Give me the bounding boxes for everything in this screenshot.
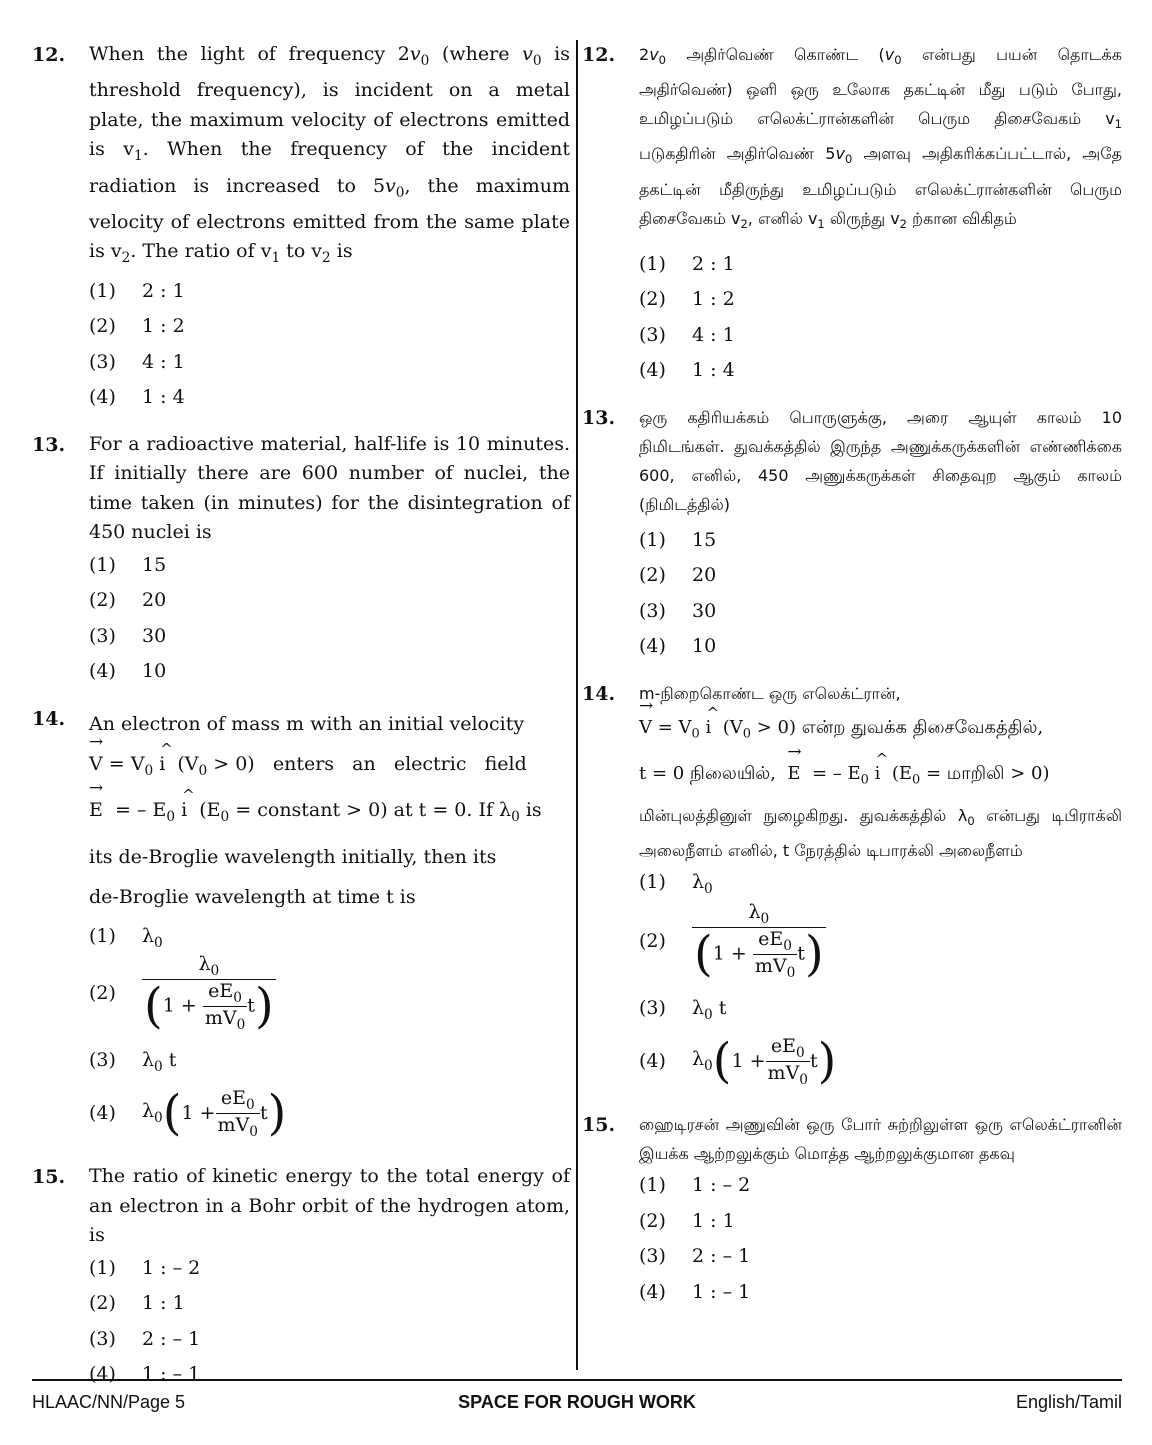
option-value: 15: [142, 553, 167, 576]
option-4: (4) $\lambda_0$ ( 1 + $\frac{eE_0}{mV_0}$ t ): [639, 1033, 837, 1090]
option-label: (3): [639, 323, 666, 346]
stem-line-3: t = 0 நிலையில், → E = – $E_0$ ^ i ($E_0$ = மாறிலி > 0): [639, 754, 1122, 801]
question-12-ta: [582, 40, 1122, 389]
option-label: (2): [89, 981, 116, 1004]
option-label: (2): [639, 564, 666, 587]
option-value: $\lambda_0$ t: [142, 1048, 177, 1075]
option-value: 4 : 1: [142, 350, 185, 373]
option-value: 1 : 2: [692, 288, 735, 311]
question-number: 15.: [582, 1114, 616, 1137]
question-number: 12.: [582, 44, 616, 66]
stem-line-2: → $V = V_0$ ^ i $(V_0 > 0)$ enters an electric field: [89, 744, 570, 791]
right-paren-icon: ): [804, 926, 824, 983]
option-label: (1): [639, 1174, 666, 1197]
question-stem: ஒரு கதிரியக்கம் பொருளுக்கு, அரை ஆயுள் காலம் 10 நிமிடங்கள். துவக்கத்தில் இருந்த அணுக்கருக்களின் எண்ணிக்கை 600, எனில், 450 அணுக்கருக்கள் சிதைவுற ஆகும் காலம் (நிமிடத்தில்): [639, 407, 1122, 514]
option-value: 1 : 1: [692, 1209, 735, 1232]
option-value: 1 : – 1: [142, 1363, 201, 1386]
option-2: [89, 583, 570, 619]
option-2: [639, 282, 1122, 318]
option-value: 1 : – 2: [692, 1174, 751, 1197]
option-3: [89, 1043, 570, 1079]
question-14-en: [32, 704, 570, 1149]
option-4: [89, 654, 570, 690]
stem-line-1: An electron of mass m with an initial velocity: [89, 712, 525, 735]
left-paren-icon: (: [162, 1085, 182, 1142]
option-prefix: $\lambda_0$: [142, 1100, 163, 1127]
rough-work-label: SPACE FOR ROUGH WORK: [458, 1392, 696, 1412]
option-1: [639, 247, 1122, 283]
question-number: 14.: [582, 682, 616, 705]
option-3: [89, 1322, 570, 1358]
fraction: [692, 900, 826, 983]
left-paren-icon: (: [694, 926, 713, 983]
options: [89, 548, 570, 690]
option-value: 15: [692, 528, 717, 551]
left-paren-icon: (: [144, 978, 163, 1035]
option-value: 2 : 1: [692, 252, 735, 275]
tamil-column: [582, 40, 1122, 1324]
stem-rest: மின்புலத்தினுள் நுழைகிறது. துவக்கத்தில் $\lambda_0$ என்பது டிபிராக்லி அலைநீளம் எனில், t நேரத்தில் டிபாரக்லி அலைநீளம்: [639, 805, 1123, 861]
option-label: (1): [89, 553, 116, 576]
option-label: (1): [89, 279, 116, 302]
option-value: 1 : 1: [142, 1292, 185, 1315]
option-label: (1): [639, 252, 666, 275]
left-paren-icon: (: [712, 1033, 732, 1090]
option-label: (4): [89, 660, 116, 683]
option-2: [89, 953, 570, 1035]
option-label: (4): [639, 1050, 666, 1073]
option-4: (4) $\lambda_0$ ( 1 + $\frac{eE_0}{mV_0}$ t ): [89, 1085, 287, 1142]
page-code: HLAAC/NN/Page 5: [32, 1392, 186, 1412]
options: [639, 1168, 1122, 1310]
fraction: [142, 953, 276, 1035]
option-1: [639, 523, 1122, 559]
option-value: 10: [692, 635, 717, 658]
option-prefix: $\lambda_0$: [692, 1048, 713, 1075]
option-value: 2 : – 1: [142, 1327, 201, 1350]
stem-line-1: m-நிறைகொண்ட ஒரு எலெக்ட்ரான்,: [639, 683, 901, 703]
question-stem: ஹைடிரசன் அணுவின் ஒரு போர் சுற்றிலுள்ள ஒரு எலெக்ட்ரானின் இயக்க ஆற்றலுக்கும் மொத்த ஆற்றலுக்குமான தகவு: [639, 1115, 1122, 1164]
option-4: [89, 1357, 570, 1393]
option-1: [89, 1251, 570, 1287]
right-paren-icon: ): [267, 1085, 287, 1142]
question-14-ta: [582, 679, 1122, 1096]
option-label: (4): [639, 1280, 666, 1303]
question-number: 14.: [32, 707, 66, 730]
option-label: (3): [89, 350, 116, 373]
option-value: 1 : 2: [142, 315, 185, 338]
stem-line-5: de-Broglie wavelength at time t is: [89, 886, 416, 909]
question-13-ta: [582, 403, 1122, 665]
option-2: [89, 309, 570, 345]
option-label: (3): [639, 1245, 666, 1268]
option-value: 1 : 4: [692, 359, 735, 382]
option-value: 4 : 1: [692, 323, 735, 346]
option-label: (4): [639, 359, 666, 382]
option-1: [89, 548, 570, 584]
option-label: (4): [89, 1102, 116, 1125]
option-value: 2 : – 1: [692, 1245, 751, 1268]
option-4: [639, 629, 1122, 665]
question-number: 12.: [32, 44, 66, 66]
option-label: (2): [639, 1209, 666, 1232]
option-4: [89, 380, 570, 416]
option-label: (3): [89, 1048, 116, 1071]
option-2: [639, 1204, 1122, 1240]
page-footer: [32, 1379, 1122, 1412]
option-label: (1): [89, 1256, 116, 1279]
question-number: 15.: [32, 1166, 66, 1189]
option-1: [639, 1168, 1122, 1204]
option-1: [89, 274, 570, 310]
option-value: 30: [692, 599, 717, 622]
option-value: 1 : – 2: [142, 1256, 201, 1279]
option-label: (1): [639, 528, 666, 551]
question-12-en: [32, 40, 570, 416]
option-3: [639, 1239, 1122, 1275]
inner-fraction: $\frac{eE_0}{mV_0}$: [204, 979, 246, 1033]
column-divider: [576, 40, 578, 1370]
english-column: [32, 40, 570, 1407]
option-label: (3): [89, 1327, 116, 1350]
option-label: (4): [89, 386, 116, 409]
fraction-numerator: $\lambda_0$: [198, 953, 220, 979]
option-value: 2 : 1: [142, 279, 185, 302]
option-value: 20: [692, 564, 717, 587]
right-paren-icon: ): [817, 1033, 837, 1090]
question-number: 13.: [32, 433, 66, 456]
option-label: (2): [89, 1292, 116, 1315]
option-value: 10: [142, 660, 167, 683]
option-label: (2): [89, 315, 116, 338]
option-2: [89, 1286, 570, 1322]
question-15-ta: [582, 1110, 1122, 1310]
option-label: (2): [639, 929, 666, 952]
stem-line-3: → E = – $E_0$ ^ i ($E_0$ = constant > 0) at t = 0. If $\lambda_0$ is: [89, 790, 570, 837]
right-paren-icon: ): [254, 978, 274, 1035]
options: [89, 274, 570, 416]
option-1: [639, 865, 1122, 901]
question-stem: $2v_0$ அதிர்வெண் கொண்ட ($v_0$ என்பது பயன் தொடக்க அதிர்வெண்) ஒளி ஒரு உலோக தகட்டின் மீது படும் போது, உமிழப்படும் எலெக்ட்ரான்களின் பெரும திசைவேகம் $v_1$ படுகதிரின் அதிர்வெண் $5v_0$ அளவு அதிகரிக்கப்பட்டால், அதே தகட்டின் மீதிருந்து உமிழப்படும் எலெக்ட்ரான்களின் பெரும திசைவேகம் $v_2$, எனில் $v_1$ லிருந்து $v_2$ ற்கான விகிதம்: [639, 45, 1123, 231]
option-label: (3): [89, 624, 116, 647]
option-3: [89, 619, 570, 655]
question-stem: When the light of frequency $2v_0$ (where $v_0$ is threshold frequency), is incident on a metal plate, the maximum velocity of electrons emitted is $v_1$. When the frequency of the incident radiation is increased to $5v_0$, the maximum velocity of electrons emitted from the same plate is $v_2$. The ratio of $v_1$ to $v_2$ is: [89, 43, 570, 267]
option-value: 20: [142, 589, 167, 612]
option-4: [639, 353, 1122, 389]
option-value: $\lambda_0$: [692, 871, 713, 897]
option-label: (3): [639, 599, 666, 622]
option-label: (1): [89, 925, 116, 948]
inner-fraction: $\frac{eE_0}{mV_0}$: [767, 1034, 808, 1088]
fraction-denominator: (1 + $\frac{eE_0}{mV_0}$ t): [694, 926, 824, 983]
question-stem: The ratio of kinetic energy to the total energy of an electron in a Bohr orbit of the hydrogen atom, is: [89, 1165, 570, 1247]
option-3: [639, 594, 1122, 630]
question-number: 13.: [582, 406, 616, 429]
option-value: 1 : – 1: [692, 1280, 751, 1303]
option-3: [89, 345, 570, 381]
options: [639, 523, 1122, 665]
option-value: $\lambda_0$: [142, 925, 163, 952]
option-label: (2): [639, 288, 666, 311]
stem-line-2: → $V = V_0$ ^ i $(V_0 > 0)$ என்ற துவக்க திசைவேகத்தில்,: [639, 708, 1122, 755]
option-1: [89, 919, 570, 955]
option-label: (1): [639, 871, 666, 894]
option-3: [639, 991, 1122, 1027]
option-label: (4): [639, 635, 666, 658]
language-label: English/Tamil: [1015, 1392, 1122, 1412]
question-13-en: [32, 430, 570, 690]
stem-line-4: its de-Broglie wavelength initially, then its: [89, 846, 497, 869]
option-3: [639, 318, 1122, 354]
inner-fraction: $\frac{eE_0}{mV_0}$: [217, 1086, 258, 1140]
option-value: $\lambda_0$ t: [692, 996, 727, 1023]
option-2: [639, 558, 1122, 594]
inner-fraction: $\frac{eE_0}{mV_0}$: [754, 927, 796, 981]
options: [89, 1251, 570, 1393]
fraction-numerator: $\lambda_0$: [748, 900, 770, 927]
option-4: [639, 1275, 1122, 1311]
fraction-denominator: (1 + $\frac{eE_0}{mV_0}$ t): [144, 978, 274, 1035]
option-value: 30: [142, 624, 167, 647]
option-value: 1 : 4: [142, 386, 185, 409]
option-label: (2): [89, 589, 116, 612]
options: [639, 247, 1122, 389]
question-15-en: [32, 1162, 570, 1393]
option-label: (3): [639, 996, 666, 1019]
question-stem: For a radioactive material, half-life is 10 minutes. If initially there are 600 number of nuclei, the time taken (in minutes) for the disintegration of 450 nuclei is: [89, 432, 570, 544]
option-label: (4): [89, 1363, 116, 1386]
option-2: [639, 901, 1122, 981]
